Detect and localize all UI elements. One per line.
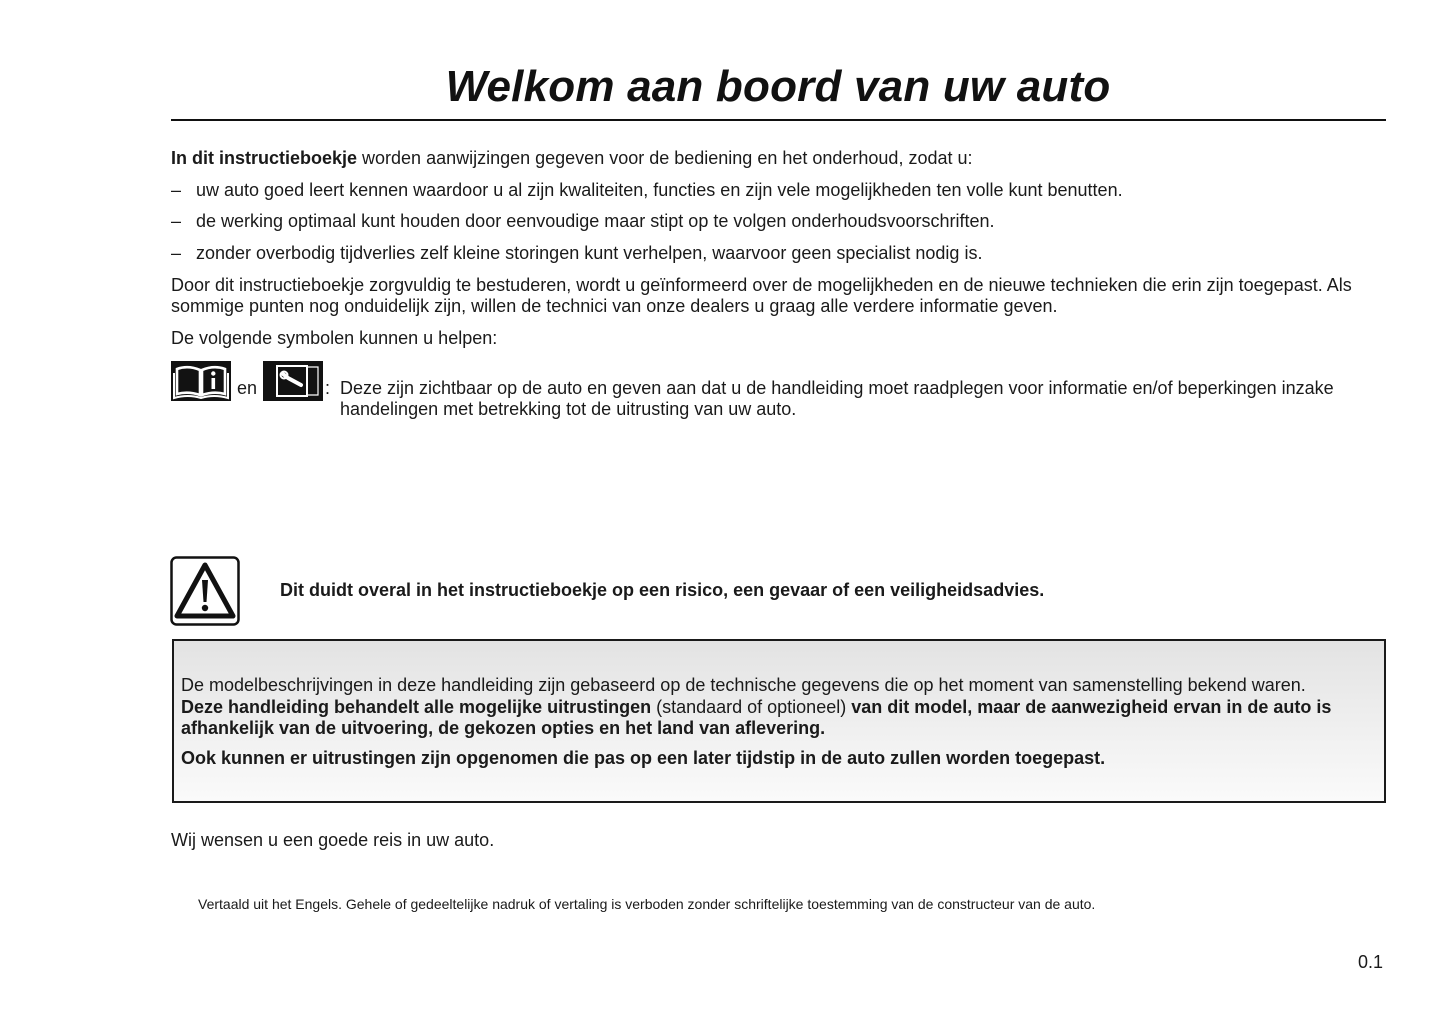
list-item <box>171 180 1123 201</box>
bullet-text: zonder overbodig tijdverlies zelf kleine storingen kunt verhelpen, waarvoor geen specialist nodig is. <box>196 243 983 263</box>
closing-text: Wij wensen u een goede reis in uw auto. <box>171 830 495 850</box>
notice-normal: (standaard of optioneel) <box>651 696 852 717</box>
warning-triangle-icon <box>170 556 240 626</box>
symbols-description: Deze zijn zichtbaar op de auto en geven aan dat u de handleiding moet raadplegen voor informatie en/of beperkingen inzake handelingen met betrekking tot de uitrusting van uw auto. <box>340 378 1334 419</box>
title-divider <box>171 119 1386 121</box>
notice-paragraph-2: Ook kunnen er uitrustingen zijn opgenomen die pas op een later tijdstip in de auto zullen worden toegepast. <box>181 748 1106 768</box>
page-title: Welkom aan boord van uw auto <box>445 62 1111 111</box>
bullet-text: de werking optimaal kunt houden door eenvoudige maar stipt op te volgen onderhoudsvoorschriften. <box>196 211 995 231</box>
bullet-dash: – <box>171 180 182 200</box>
study-paragraph: Door dit instructieboekje zorgvuldig te bestuderen, wordt u geïnformeerd over de mogelijkheden en de nieuwe technieken die erin zijn toegepast. Als sommige punten nog onduidelijk zijn, willen de technici van onze dealers u graag alle verdere informatie geven. <box>171 275 1352 316</box>
bullet-dash: – <box>171 243 182 263</box>
notice-line1: De modelbeschrijvingen in deze handleiding zijn gebaseerd op de technische gegevens die op het moment van samenstelling bekend waren. <box>181 675 1306 695</box>
notice-bold-b: van dit model, maar de aanwezigheid ervan in de auto is afhankelijk van de uitvoering, de gekozen opties en het land van aflevering. <box>181 696 1332 738</box>
notice-box <box>172 639 1386 803</box>
symbols-colon: : <box>325 378 331 398</box>
page-number: 0.1 <box>1357 952 1383 972</box>
intro-paragraph <box>171 148 1391 169</box>
list-item <box>171 243 982 264</box>
footnote: Vertaald uit het Engels. Gehele of gedeeltelijke nadruk of vertaling is verboden zonder schriftelijke toestemming van de constructeur van de auto. <box>198 896 1096 912</box>
warning-text: Dit duidt overal in het instructieboekje op een risico, een gevaar of een veiligheidsadvies. <box>280 580 1045 600</box>
symbols-row <box>171 361 1391 421</box>
manual-info-icon <box>171 361 231 401</box>
symbols-intro: De volgende symbolen kunnen u helpen: <box>171 328 498 348</box>
notice-bold-a: Deze handleiding behandelt alle mogelijke uitrustingen <box>181 696 652 717</box>
bullet-dash: – <box>171 211 182 231</box>
notice-paragraph-1 <box>181 675 1381 740</box>
intro-rest: worden aanwijzingen gegeven voor de bediening en het onderhoud, zodat u: <box>357 148 973 168</box>
wrench-icon <box>263 361 323 401</box>
bullet-text: uw auto goed leert kennen waardoor u al zijn kwaliteiten, functies en zijn vele mogelijkheden ten volle kunt benutten. <box>196 180 1123 200</box>
intro-bold: In dit instructieboekje <box>171 148 358 168</box>
symbols-connector: en <box>237 378 258 398</box>
list-item <box>171 211 995 232</box>
